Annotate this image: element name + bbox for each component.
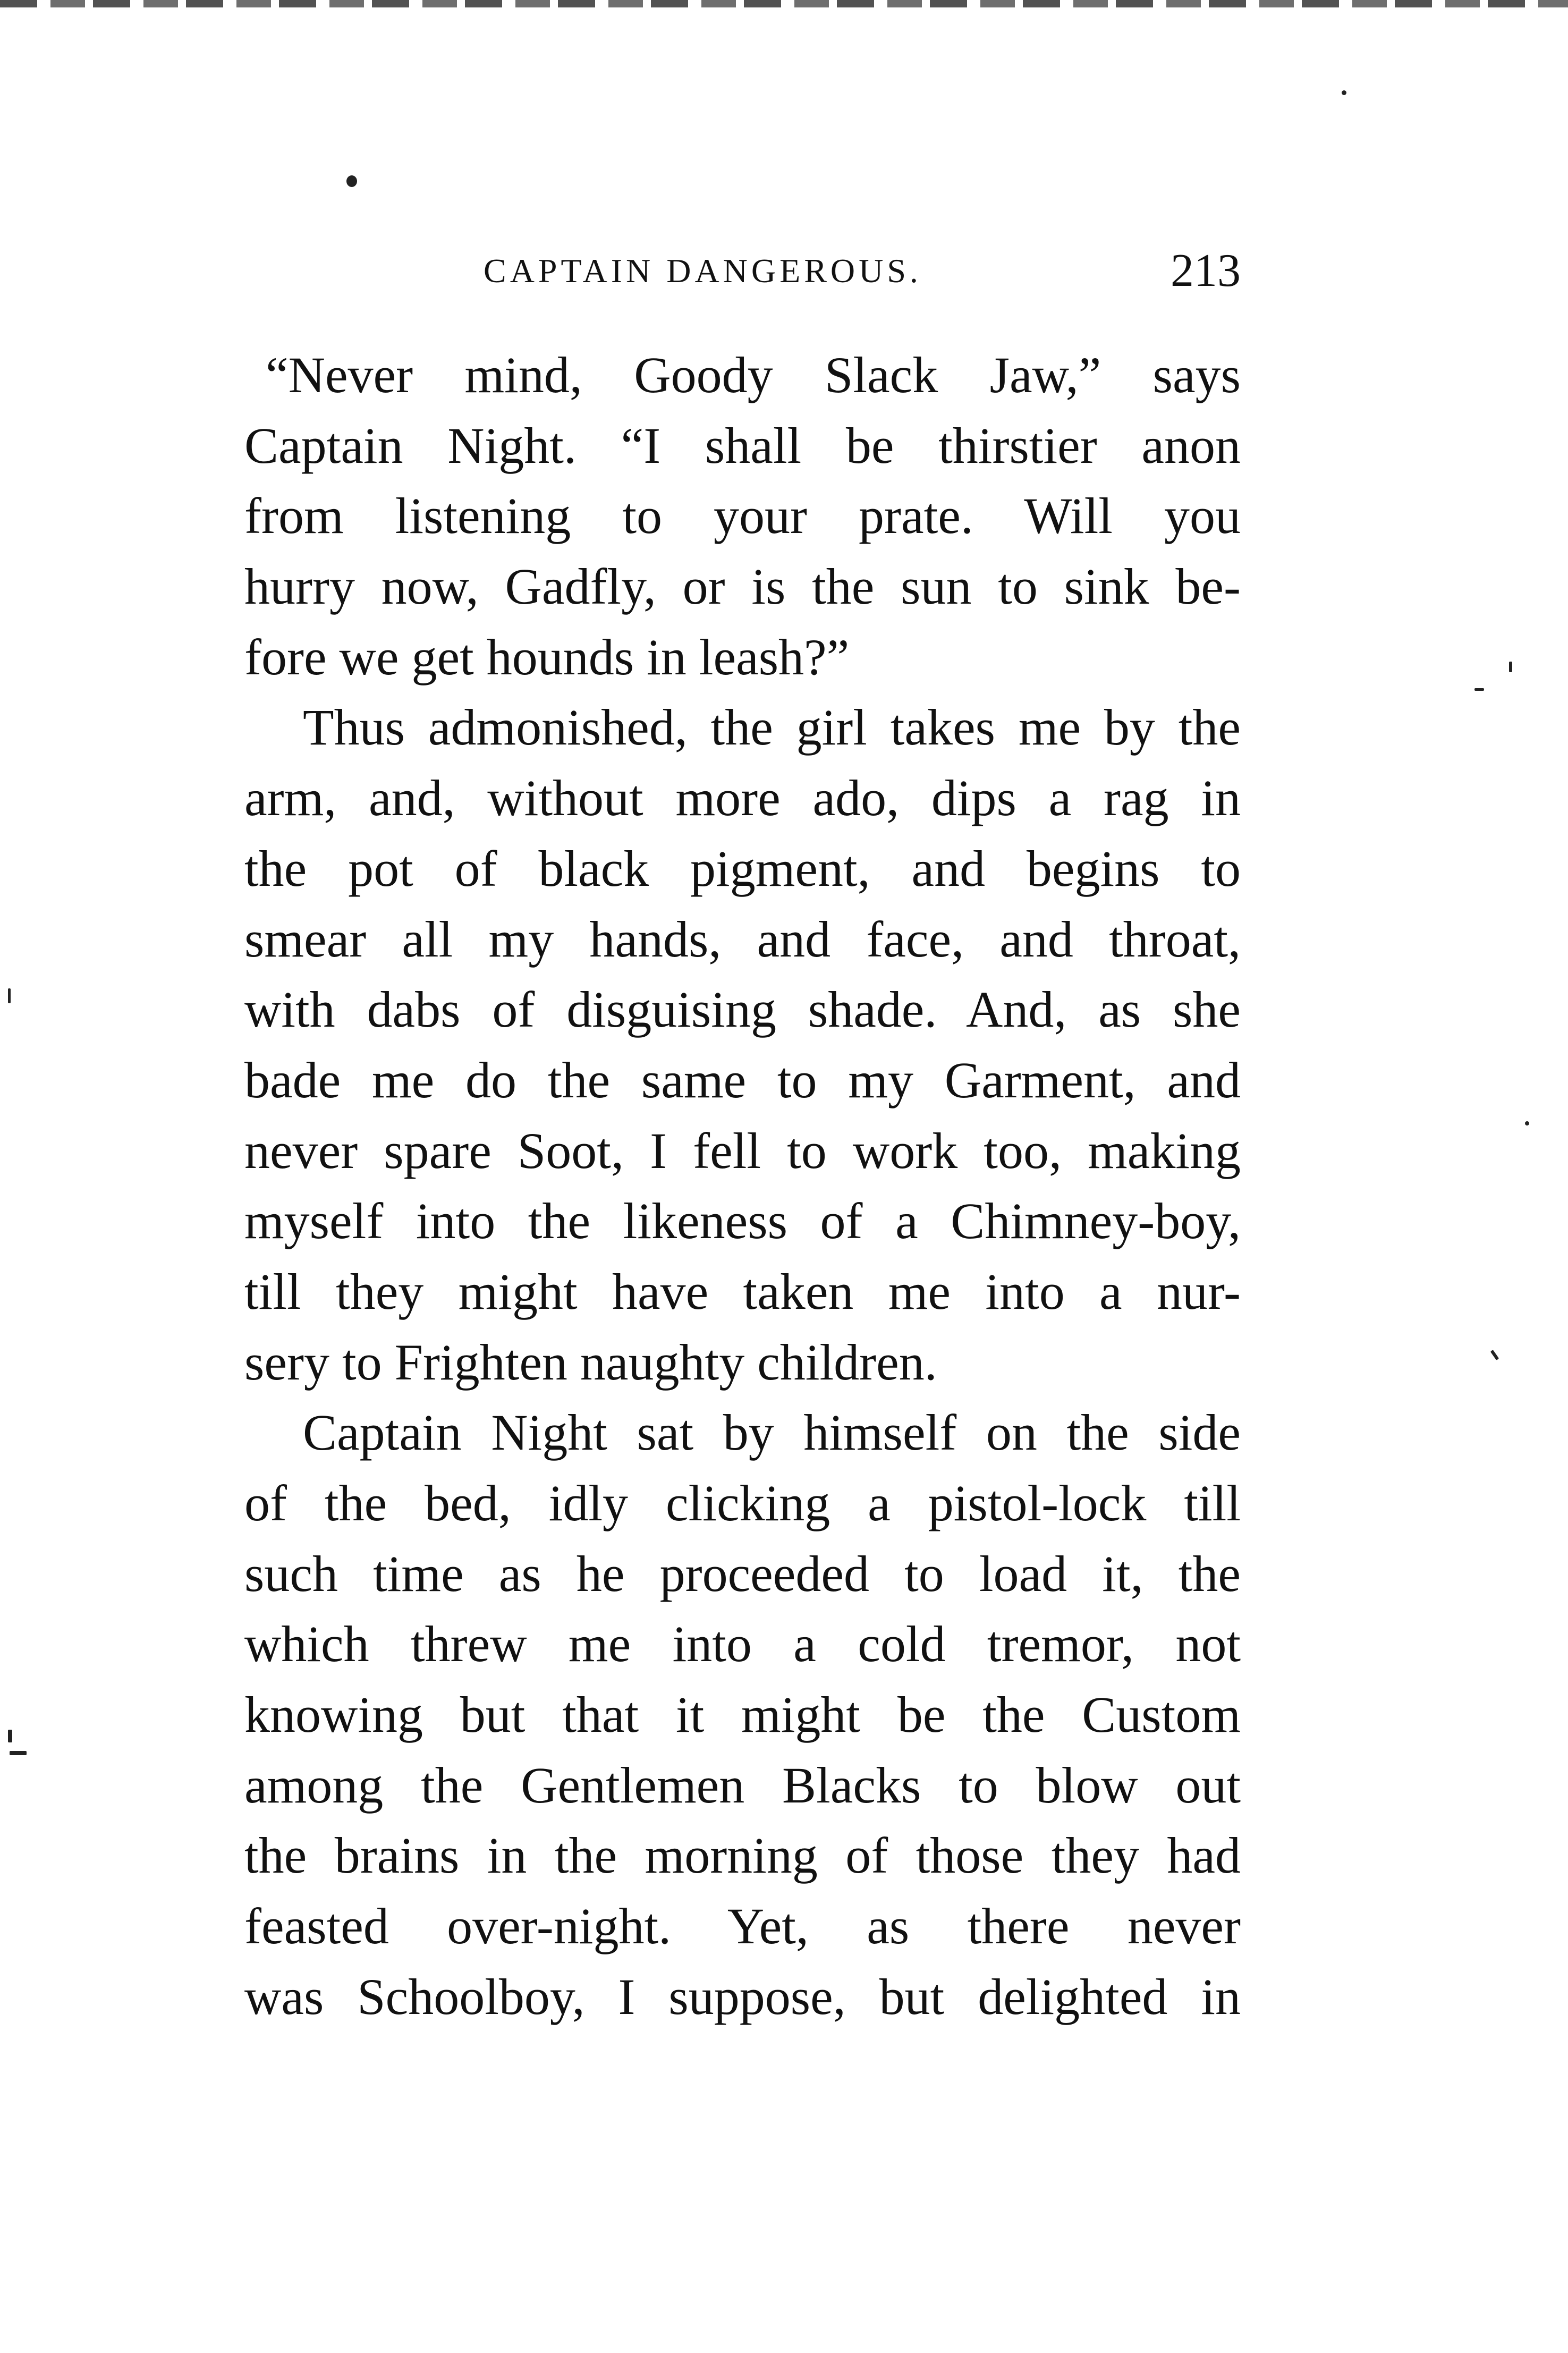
scan-speck — [346, 175, 357, 187]
text-line: bade me do the same to my Garment, and — [244, 1051, 1241, 1108]
scan-speck — [1342, 90, 1346, 95]
text-line: which threw me into a cold tremor, not — [244, 1615, 1241, 1673]
text-line: myself into the likeness of a Chimney-boy, — [244, 1192, 1241, 1250]
text-line: sery to Frighten naughty children. — [244, 1333, 937, 1391]
text-line: Captain Night sat by himself on the side — [303, 1404, 1241, 1461]
text-line: from listening to your prate. Will you — [244, 487, 1241, 545]
text-line: Thus admonished, the girl takes me by the — [303, 699, 1241, 756]
text-line: the brains in the morning of those they had — [244, 1827, 1241, 1884]
page-number: 213 — [1171, 245, 1241, 297]
text-line: smear all my hands, and face, and throat, — [244, 910, 1241, 968]
text-line: till they might have taken me into a nur- — [244, 1263, 1241, 1320]
text-line: Captain Night. “I shall be thirstier anon — [244, 417, 1241, 474]
text-line: never spare Soot, I fell to work too, making — [244, 1122, 1241, 1179]
text-line: hurry now, Gadfly, or is the sun to sink be- — [244, 558, 1241, 615]
scan-speck — [1490, 1350, 1499, 1360]
scan-top-edge — [0, 0, 1568, 7]
text-line: among the Gentlemen Blacks to blow out — [244, 1756, 1241, 1814]
text-line: “Never mind, Goody Slack Jaw,” says — [266, 346, 1241, 403]
text-line: of the bed, idly clicking a pistol-lock till — [244, 1475, 1241, 1531]
text-line: the pot of black pigment, and begins to — [244, 840, 1241, 897]
scan-speck — [8, 1730, 12, 1742]
text-line: was Schoolboy, I suppose, but delighted in — [244, 1968, 1241, 2025]
text-line: arm, and, without more ado, dips a rag in — [244, 769, 1241, 827]
body-text — [244, 340, 1241, 2033]
text-line: knowing but that it might be the Custom — [244, 1686, 1241, 1743]
text-line: fore we get hounds in leash?” — [244, 628, 850, 685]
page-header — [244, 242, 1241, 300]
scan-speck — [1525, 1121, 1529, 1125]
text-line: feasted over-night. Yet, as there never — [244, 1898, 1241, 1955]
text-line: such time as he proceeded to load it, the — [244, 1545, 1241, 1602]
scan-speck — [8, 988, 11, 1003]
scan-speck — [1509, 662, 1512, 672]
scan-speck — [10, 1751, 27, 1755]
scan-speck — [1474, 688, 1484, 691]
running-title: CAPTAIN DANGEROUS. — [484, 252, 922, 290]
text-line: with dabs of disguising shade. And, as she — [244, 981, 1241, 1038]
